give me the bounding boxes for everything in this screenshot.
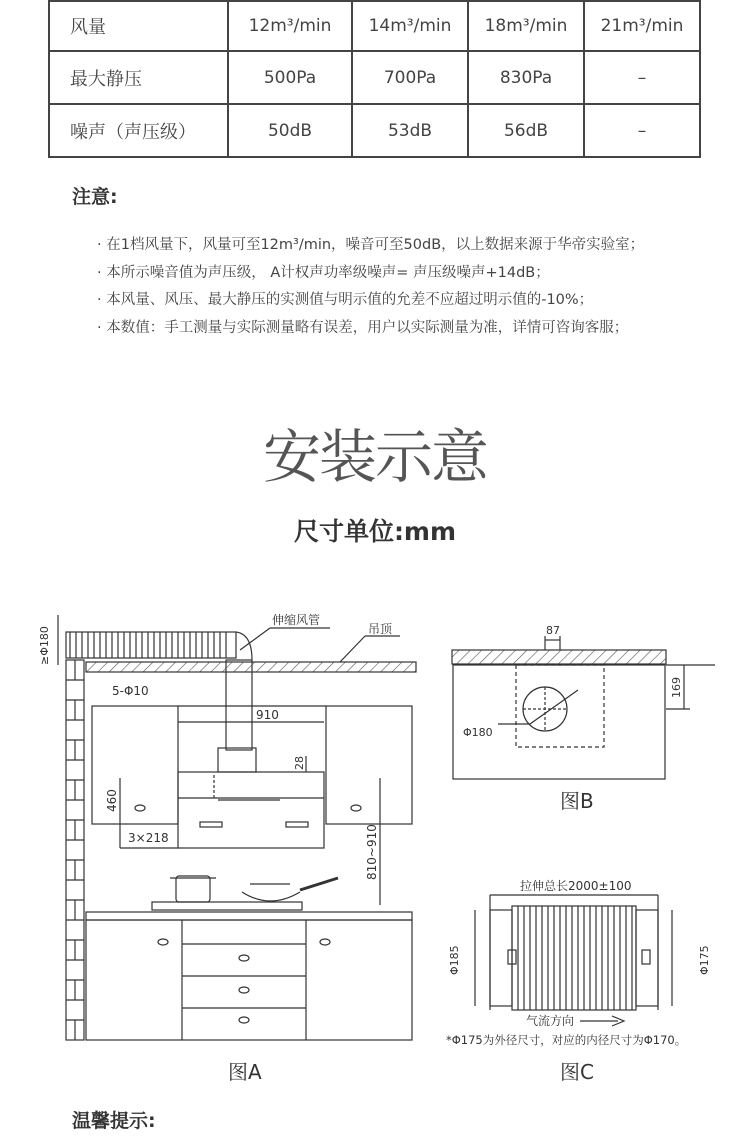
duct-label: 伸缩风管	[272, 613, 321, 627]
caption-b: 图B	[560, 789, 594, 813]
notice-item: · 本所示噪音值为声压级， A计权声功率级噪声= 声压级噪声+14dB；	[97, 264, 550, 281]
dim-range: 810~910	[365, 824, 379, 880]
table-cell: 700Pa	[352, 51, 468, 104]
duct-end-right	[636, 910, 658, 1006]
table-cell: 500Pa	[228, 51, 352, 104]
ceiling	[86, 662, 416, 672]
dim-87: 87	[546, 624, 560, 637]
install-title: 安装示意	[262, 423, 487, 491]
width-label: 910	[256, 708, 279, 722]
range-hood	[178, 772, 324, 848]
cabinet-top-view	[453, 665, 665, 779]
duct-length: 拉伸总长2000±100	[520, 879, 632, 893]
dim-169: 169	[670, 677, 683, 698]
notice-title: 注意:	[72, 186, 118, 208]
table-cell: 14m³/min	[352, 1, 468, 51]
base-cabinet	[86, 920, 412, 1040]
hood-outlet	[218, 748, 256, 772]
dim-460: 460	[105, 789, 119, 812]
caption-c: 图C	[560, 1060, 594, 1084]
table-cell: 21m³/min	[584, 1, 700, 51]
brick-wall	[66, 660, 84, 1040]
table-cell: 56dB	[468, 104, 584, 157]
table-cell: –	[584, 51, 700, 104]
unit-label: 尺寸单位:mm	[293, 517, 457, 546]
diagram-c	[475, 895, 672, 1026]
airflow-label: 气流方向	[526, 1014, 575, 1028]
ceiling-label: 吊顶	[368, 622, 393, 636]
diagram-b	[452, 636, 715, 779]
dim-phi180-b: Φ180	[463, 726, 493, 739]
flex-duct	[66, 632, 252, 750]
diagram-a	[58, 615, 416, 1040]
dim-28: 28	[293, 756, 306, 770]
tip-title: 温馨提示:	[72, 1110, 156, 1132]
wall-cabinet-right	[326, 706, 412, 824]
caption-a: 图A	[228, 1060, 262, 1084]
ceiling-b	[452, 650, 666, 664]
duct-end-left	[490, 910, 512, 1006]
table-cell: 830Pa	[468, 51, 584, 104]
slots-label: 3×218	[128, 831, 169, 845]
row-label: 噪声（声压级）	[49, 104, 228, 157]
table-cell: 53dB	[352, 104, 468, 157]
pan	[242, 892, 300, 901]
airflow-arrow	[580, 1016, 624, 1026]
holes-label: 5-Φ10	[112, 684, 149, 698]
table-cell: –	[584, 104, 700, 157]
notice-item: · 在1档风量下，风量可至12m³/min，噪音可至50dB，以上数据来源于华帝实验室；	[97, 237, 645, 253]
row-label: 风量	[49, 1, 228, 51]
cooktop	[152, 902, 302, 910]
notice-item: · 本数值：手工测量与实际测量略有误差，用户以实际测量为准，详情可咨询客服；	[97, 319, 629, 336]
duct-note: *Φ175为外径尺寸，对应的内径尺寸为Φ170。	[446, 1033, 687, 1047]
pot	[176, 876, 210, 902]
table-cell: 18m³/min	[468, 1, 584, 51]
table-cell: 12m³/min	[228, 1, 352, 51]
dim-phi180: ≥Φ180	[38, 626, 51, 665]
notice-item: · 本风量、风压、最大静压的实测值与明示值的允差不应超过明示值的-10%；	[97, 292, 594, 308]
table-cell: 50dB	[228, 104, 352, 157]
dim-phi175: Φ175	[698, 945, 711, 975]
dim-phi185: Φ185	[448, 945, 461, 975]
row-label: 最大静压	[49, 51, 228, 104]
